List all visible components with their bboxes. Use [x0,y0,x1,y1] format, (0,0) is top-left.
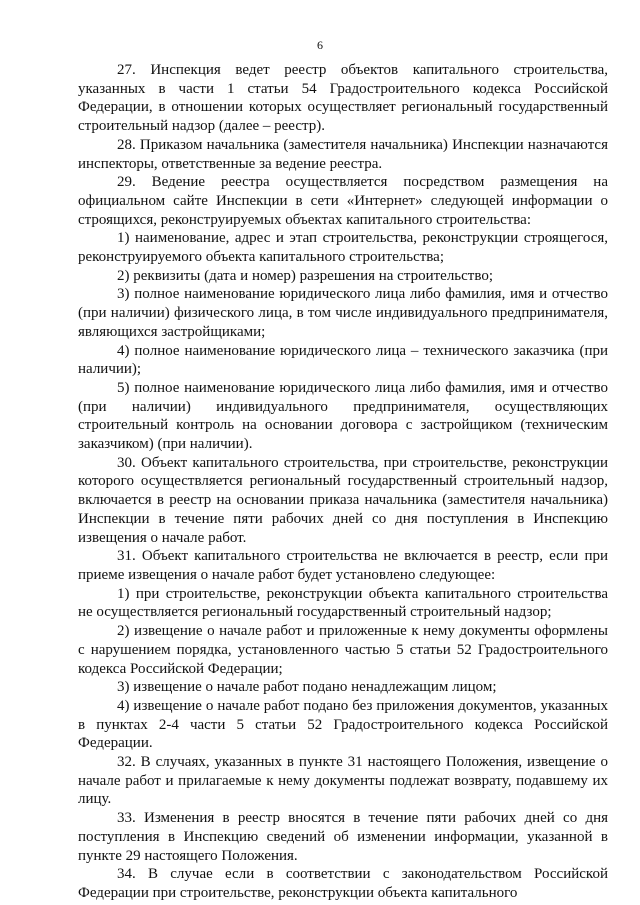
list-item-29-4: 4) полное наименование юридического лица – технического заказчика (при наличии); [78,342,608,378]
list-item-31-2: 2) извещение о начале работ и приложенные к нему документы оформлены с нарушением порядка, установленного частью 5 статьи 52 Градостроительного кодекса Российской Федерации; [78,623,608,677]
paragraph-30: 30. Объект капитального строительства, при строительстве, реконструкции которого осуществляется региональный государственный строительный надзор, включается в реестр на основании приказа начальника (заместителя начальника) Инспекции в течение пяти рабочих дней со дня поступления в Инспекцию извещения о начале работ. [78,454,608,546]
list-item-31-3: 3) извещение о начале работ подано ненадлежащим лицом; [117,679,497,696]
paragraph-29: 29. Ведение реестра осуществляется посредством размещения на официальном сайте Инспекции в сети «Интернет» следующей информации о строящихся, реконструируемых объектах капитального строительства: [78,174,608,228]
list-item-29-5: 5) полное наименование юридического лица либо фамилия, имя и отчество (при наличии) индивидуального предпринимателя, осуществляющих строительный контроль на основании договора с застройщиком (техническим заказчиком) (при наличии). [78,379,608,453]
list-item-31-4: 4) извещение о начале работ подано без приложения документов, указанных в пунктах 2-4 части 5 статьи 52 Градостроительного кодекса Российской Федерации. [78,697,608,752]
list-item-31-1: 1) при строительстве, реконструкции объекта капитального строительства не осуществляется региональный государственный строительный надзор; [78,585,608,621]
paragraph-31: 31. Объект капитального строительства не включается в реестр, если при приеме извещения о начале работ будет установлено следующее: [78,548,608,583]
paragraph-33: 33. Изменения в реестр вносятся в течение пяти рабочих дней со дня поступления в Инспекцию сведений об изменении информации, указанной в пункте 29 настоящего Положения. [78,810,608,864]
document-body [78,61,608,903]
paragraph-34: 34. В случае если в соответствии с законодательством Российской Федерации при строительстве, реконструкции объекта капитального [78,866,608,901]
list-item-29-1: 1) наименование, адрес и этап строительства, реконструкции строящегося, реконструируемого объекта капитального строительства; [78,230,608,266]
list-item-29-3: 3) полное наименование юридического лица либо фамилия, имя и отчество (при наличии) физического лица, в том числе индивидуального предпринимателя, являющихся застройщиками; [78,286,608,340]
list-item-29-2: 2) реквизиты (дата и номер) разрешения на строительство; [117,267,494,284]
page-number: 6 [317,38,323,52]
paragraph-32: 32. В случаях, указанных в пункте 31 настоящего Положения, извещение о начале работ и прилагаемые к нему документы подлежат возврату, подавшему их лицу. [78,754,608,808]
paragraph-27: 27. Инспекция ведет реестр объектов капитального строительства, указанных в части 1 статьи 54 Градостроительного кодекса Российской Федерации, в отношении которых осуществляет региональный государственный строительный надзор (далее – реестр). [78,62,608,135]
paragraph-28: 28. Приказом начальника (заместителя начальника) Инспекции назначаются инспекторы, ответственные за ведение реестра. [78,136,608,172]
